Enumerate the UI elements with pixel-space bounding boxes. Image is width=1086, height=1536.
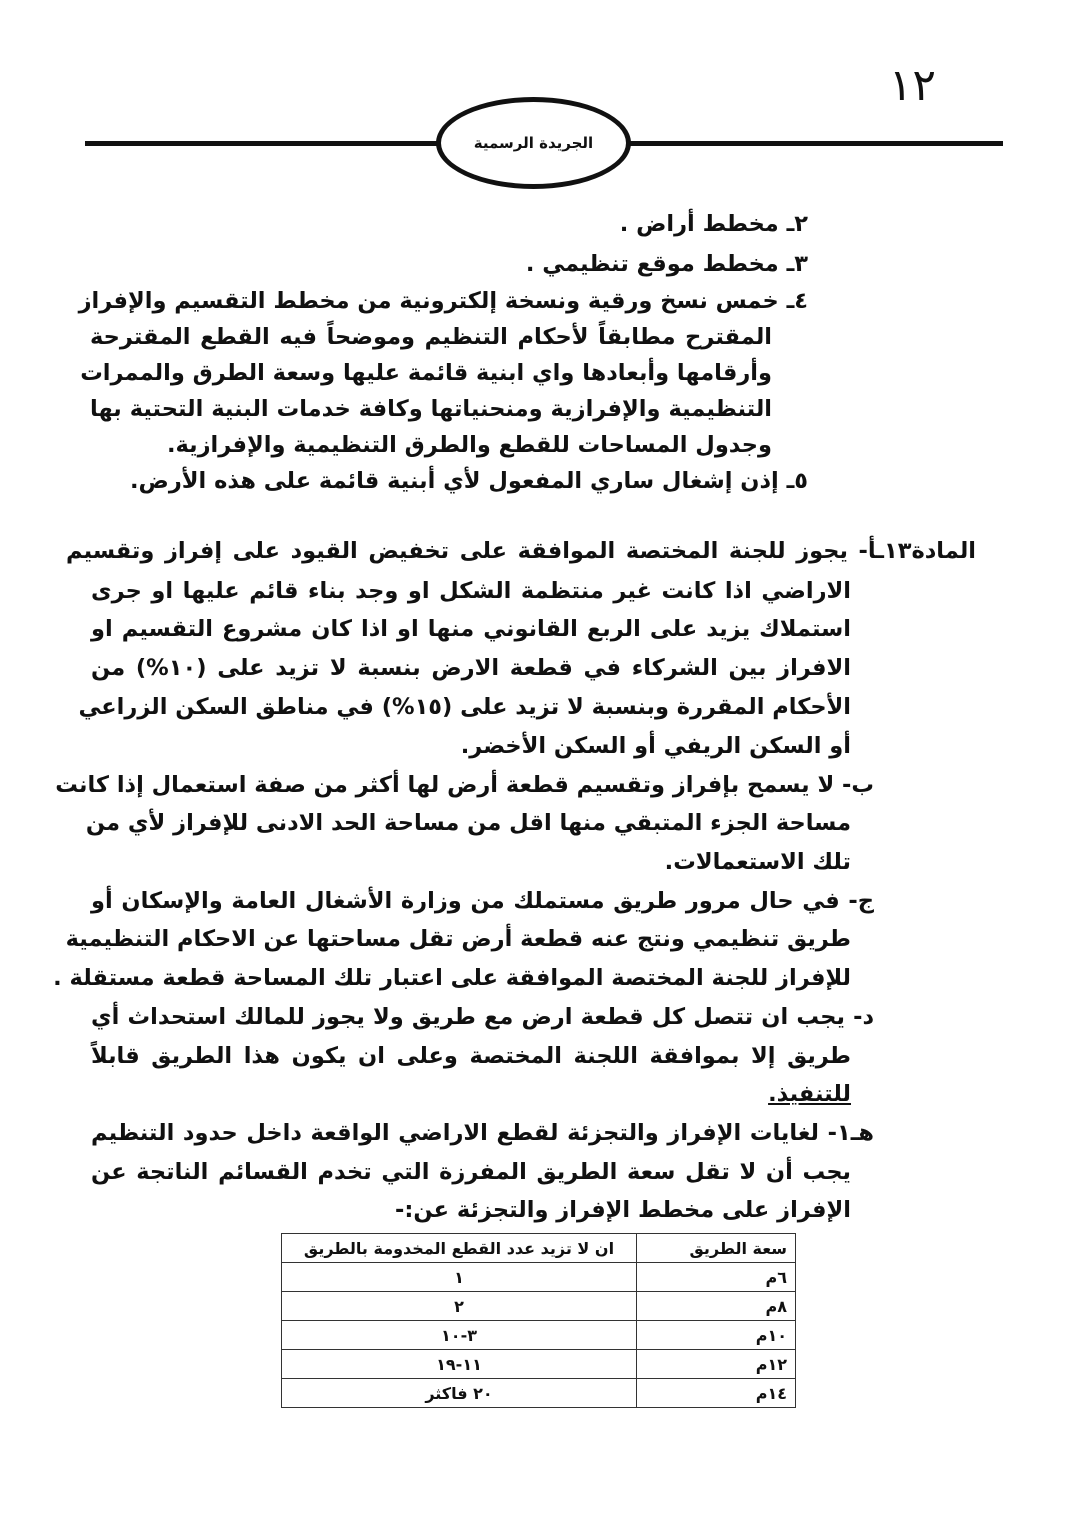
article-line: د- يجب ان تتصل كل قطعة ارض مع طريق ولا يجوز للمالك استحداث أي [91,1004,874,1030]
article-line: الاراضي اذا كانت غير منتظمة الشكل او وجد بناء قائم عليها او جرى [91,578,851,604]
max-plots-cell: ٢٠ فاكثر [282,1379,637,1408]
table-row [282,1263,796,1292]
article-line: الأحكام المقررة وبنسبة لا تزيد على (١٥%) في مناطق السكن الزراعي [78,694,851,720]
article-line: هـ١- لغايات الإفراز والتجزئة لقطع الاراضي الواقعة داخل حدود التنظيم [91,1120,874,1146]
table-row [282,1379,796,1408]
list-item-line: ٢ـ مخطط أراض . [619,211,808,237]
list-item-line: ٥ـ إذن إشغال ساري المفعول لأي أبنية قائمة على هذه الأرض. [130,468,808,494]
article-line: استملاك يزيد على الربع القانوني منها او اذا كان مشروع التقسيم او [91,616,851,642]
article-line: طريق تنظيمي ونتج عنه قطعة أرض تقل مساحتها عن الاحكام التنظيمية [65,926,851,952]
road-width-cell: ١٤م [637,1379,796,1408]
article-line: ج- في حال مرور طريق مستملك من وزارة الأشغال العامة والإسكان أو [91,888,874,914]
road-width-cell: ٨م [637,1292,796,1321]
list-item-line: وجدول المساحات للقطع والطرق التنظيمية والإفرازية. [166,432,772,458]
road-width-table [281,1233,796,1408]
article-line: للتنفيذ. [768,1081,851,1107]
max-plots-cell: ٣-١٠ [282,1321,637,1350]
article-line: طريق إلا بموافقة اللجنة المختصة وعلى ان يكون هذا الطريق قابلاً [91,1043,851,1069]
header-max-plots: ان لا تزيد عدد القطع المخدومة بالطريق [282,1234,637,1263]
article-line: الافراز بين الشركاء في قطعة الارض بنسبة لا تزيد على (١٠%) من [91,655,851,681]
article-line: مساحة الجزء المتبقي منها اقل من مساحة الحد الادنى للإفراز لأي من [85,810,851,836]
road-width-cell: ١٠م [637,1321,796,1350]
header-oval [436,97,631,189]
article-line: ب- لا يسمح بإفراز وتقسيم قطعة أرض لها أكثر من صفة استعمال إذا كانت [55,772,874,798]
page-number: ١٢ [888,60,936,111]
article-line: يجب أن لا تقل سعة الطريق المفرزة التي تخدم القسائم الناتجة عن [91,1159,851,1185]
table-header-row [282,1234,796,1263]
article-line: المادة١٣ـأ- يجوز للجنة المختصة الموافقة على تخفيض القيود على إفراز وتقسيم [66,538,976,564]
list-item-line: ٤ـ خمس نسخ ورقية ونسخة إلكترونية من مخطط التقسيم والإفراز [78,288,808,314]
article-line: للإفراز للجنة المختصة الموافقة على اعتبار تلك المساحة قطعة مستقلة . [53,965,851,991]
list-item-line: التنظيمية والإفرازية ومنحنياتها وكافة خدمات البنية التحتية بها [90,396,772,422]
road-width-cell: ١٢م [637,1350,796,1379]
header-road-width: سعة الطريق [637,1234,796,1263]
table-row [282,1350,796,1379]
table-row [282,1292,796,1321]
article-line: الإفراز على مخطط الإفراز والتجزئة عن:- [395,1197,851,1223]
max-plots-cell: ١ [282,1263,637,1292]
max-plots-cell: ١١-١٩ [282,1350,637,1379]
publication-title: الجريدة الرسمية [473,134,594,152]
list-item-line: ٣ـ مخطط موقع تنظيمي . [525,251,808,277]
table-row [282,1321,796,1350]
list-item-line: وأرقامها وأبعادها واي ابنية قائمة عليها وسعة الطرق والممرات [80,360,772,386]
list-item-line: المقترح مطابقاً لأحكام التنظيم وموضحاً فيه القطع المقترحة [90,324,772,350]
max-plots-cell: ٢ [282,1292,637,1321]
article-line: أو السكن الريفي أو السكن الأخضر. [460,733,851,759]
article-line: تلك الاستعمالات. [664,849,851,875]
road-width-cell: ٦م [637,1263,796,1292]
